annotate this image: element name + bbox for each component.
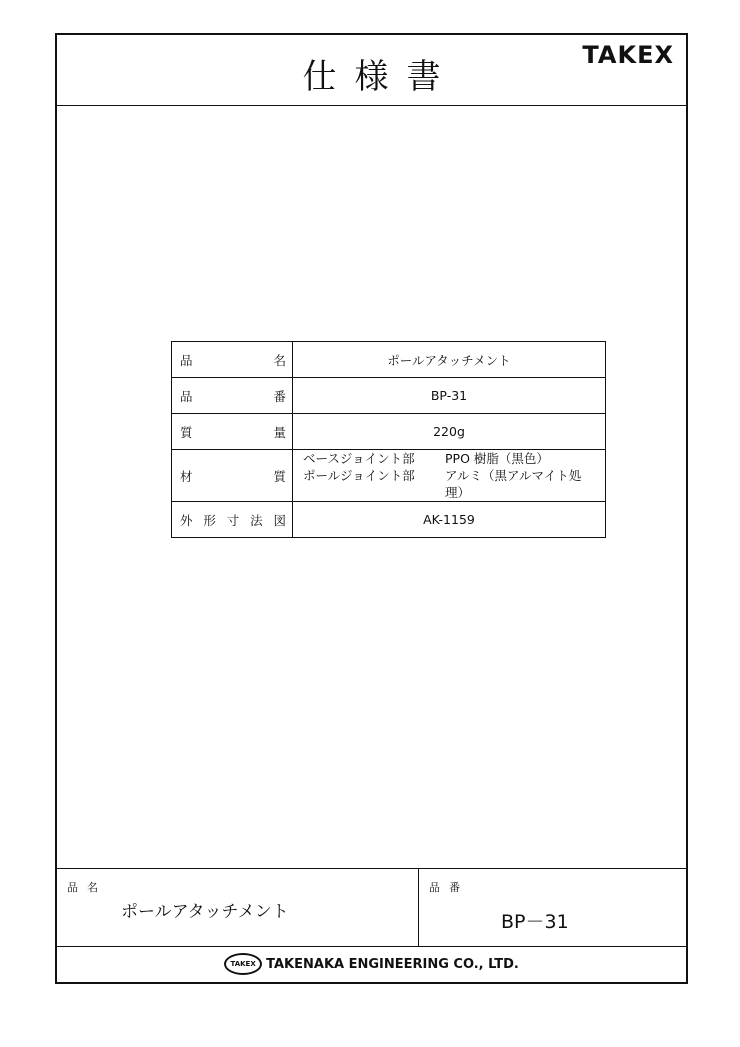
footer-name-value: ポールアタッチメント [121,902,289,922]
brand-logo: TAKEX [582,41,674,69]
label-cell-drawing [172,502,293,538]
material-type: PPO 樹脂（黒色） [445,451,549,466]
material-part: ベースジョイント部 [303,451,415,466]
label-char: 番 [273,388,286,404]
label-char: 法 [250,512,263,528]
label-char: 外 [180,512,193,528]
label-char: 材 [180,468,193,484]
document-frame [55,33,688,984]
table-row [172,450,606,502]
footer [57,868,686,982]
label-char: 品 [180,388,193,404]
table-row [172,342,606,378]
label-char: 名 [273,352,286,368]
label-char: 形 [203,512,216,528]
footer-name-cell [57,869,419,946]
material-part: ポールジョイント部 [303,468,415,483]
label-char: 質 [180,424,193,440]
table-row [172,378,606,414]
label-char: 図 [273,512,286,528]
value-material [293,450,606,502]
footer-info-row [57,869,686,947]
header [57,35,686,106]
company-name: TAKENAKA ENGINEERING CO., LTD. [266,956,519,972]
label-cell-weight [172,414,293,450]
label-char: 量 [273,424,286,440]
value-weight: 220g [293,414,606,450]
footer-number-value: BP－31 [501,911,569,933]
material-type: アルミ（黒アルマイト処理） [445,468,582,500]
label-cell-name [172,342,293,378]
label-char: 品 [180,352,193,368]
label-cell-number [172,378,293,414]
material-line [293,450,605,467]
material-line [293,467,605,501]
value-product-name: ポールアタッチメント [293,342,606,378]
value-drawing-number: AK-1159 [293,502,606,538]
value-product-number: BP-31 [293,378,606,414]
footer-number-label: 品番 [429,881,469,894]
table-row [172,502,606,538]
footer-company-row [57,947,686,981]
label-cell-material [172,450,293,502]
document-title: 仕様書 [302,57,459,97]
label-char: 寸 [226,512,240,528]
footer-name-label: 品名 [67,881,107,894]
footer-number-cell [419,869,690,946]
spec-table [171,341,606,538]
company-logo: TAKEX [224,953,262,975]
table-row [172,414,606,450]
label-char: 質 [273,468,286,484]
